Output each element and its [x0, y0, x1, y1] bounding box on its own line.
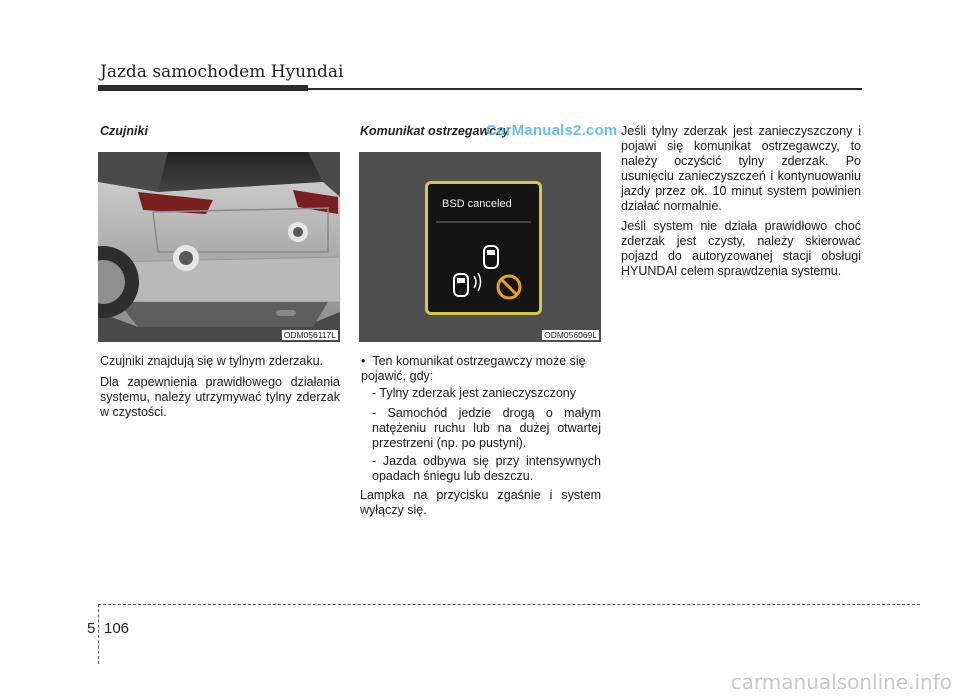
paragraph: Dla zapewnienia prawidłowego działania systemu, należy utrzymywać tylny zderzak w czystości.	[100, 375, 340, 419]
header-rule-thin	[308, 88, 862, 90]
list-item: - Jazda odbywa się przy intensywnych opadach śniegu lub deszczu.	[372, 454, 601, 483]
list-item: - Tylny zderzak jest zanieczyszczony	[372, 386, 577, 400]
car-rear-illustration	[98, 152, 340, 342]
warning-display	[425, 181, 542, 315]
paragraph: Jeśli system nie działa prawidłowo choć zderzak jest czysty, należy skierować pojazd do autoryzowanej stacji obsługi HYUNDAI celem sprawdzenia systemu.	[621, 219, 861, 278]
watermark: CarManuals2.com	[486, 122, 618, 139]
section-heading-warning: Komunikat ostrzegawczy	[360, 124, 510, 138]
chapter-number: 5	[87, 620, 96, 637]
paragraph: Lampka na przycisku zgaśnie i system wyłączy się.	[360, 488, 601, 517]
display-message: BSD canceled	[442, 198, 512, 210]
footer-rule	[98, 604, 920, 605]
header-rule-thick	[98, 85, 308, 91]
footer-divider	[98, 604, 99, 664]
image-caption: ODM056117L	[283, 330, 336, 340]
paragraph: Jeśli tylny zderzak jest zanieczyszczony i pojawi się komunikat ostrzegawczy, to należy oczyścić tylny zderzak. Po usunięciu zanieczyszczeń i kontynuowaniu jazdy przez ok. 10 minut system powinien działać normalnie.	[621, 124, 861, 213]
paragraph: Czujniki znajdują się w tylnym zderzaku.	[100, 354, 324, 368]
list-item: - Samochód jedzie drogą o małym natężeniu ruchu lub na dużej otwartej przestrzeni (np. po pustyni).	[372, 406, 601, 450]
watermark: carmanualsonline.info	[730, 670, 952, 694]
image-caption: ODM056069L	[544, 330, 597, 340]
bsd-icon	[428, 184, 539, 312]
bullet-text: Ten komunikat ostrzegawczy może się pojawić, gdy:	[361, 354, 586, 383]
bullet-icon: •	[361, 354, 373, 368]
bsd-display-photo	[359, 152, 601, 342]
bumper-sensor-photo	[98, 152, 340, 342]
running-header: Jazda samochodem Hyundai	[100, 62, 344, 82]
bullet-item	[361, 354, 601, 384]
page-number: 106	[104, 620, 130, 637]
section-heading-sensors: Czujniki	[100, 124, 148, 138]
